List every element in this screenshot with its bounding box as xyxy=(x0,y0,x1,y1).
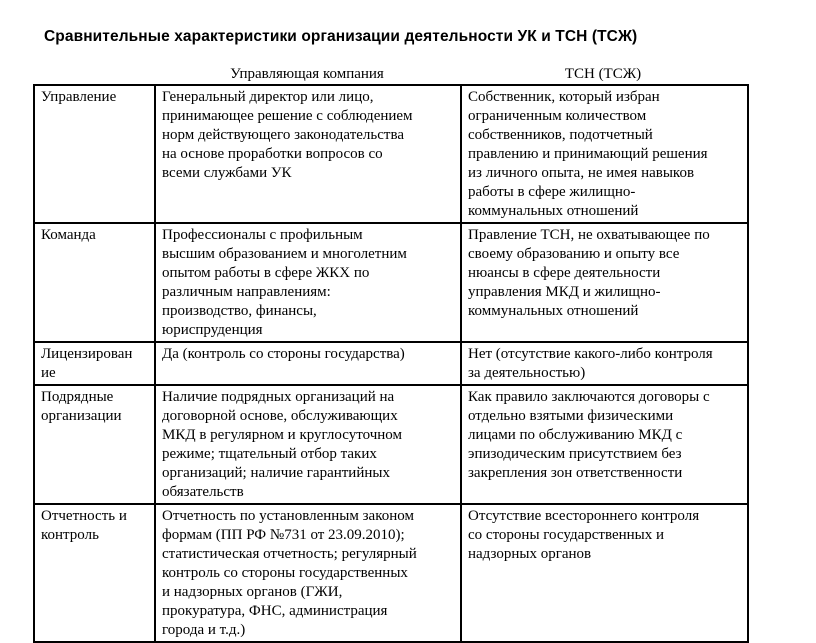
tsn-cell xyxy=(461,504,748,642)
tsn-text: Правление ТСН, не охватывающее по своему образованию и опыту все нюансы в сфере деятельности управления МКД и жилищно- коммунальных отношений xyxy=(468,227,710,319)
tsn-cell xyxy=(461,385,748,504)
uk-cell xyxy=(155,342,461,385)
uk-text: Профессионалы с профильным высшим образованием и многолетним опытом работы в сфере ЖКХ по различным направлениям: производство, финансы, юриспруденция xyxy=(162,227,407,338)
criterion-cell xyxy=(34,223,155,342)
uk-cell xyxy=(155,223,461,342)
uk-cell xyxy=(155,504,461,642)
table-row-licensing xyxy=(34,342,748,385)
tsn-text: Собственник, который избран ограниченным количеством собственников, подотчетный правлению и принимающий решения из личного опыта, не имея навыков работы в сфере жилищно- коммунальных отношений xyxy=(468,89,708,219)
uk-cell xyxy=(155,385,461,504)
criterion-label: Подрядные организации xyxy=(41,389,122,424)
criterion-label: Управление xyxy=(41,89,117,105)
tsn-text: Как правило заключаются договоры с отдельно взятыми физическими лицами по обслуживанию МКД с эпизодическим присутствием без закрепления зон ответственности xyxy=(468,389,710,481)
tsn-cell xyxy=(461,85,748,223)
table-row-reporting xyxy=(34,504,748,642)
table-row-management xyxy=(34,85,748,223)
criterion-cell xyxy=(34,385,155,504)
comparison-table xyxy=(33,84,749,643)
document-title: Сравнительные характеристики организации деятельности УК и ТСН (ТСЖ) xyxy=(44,28,638,45)
criterion-cell xyxy=(34,504,155,642)
tsn-text: Нет (отсутствие какого-либо контроля за деятельностью) xyxy=(468,346,713,381)
table-row-team xyxy=(34,223,748,342)
tsn-cell xyxy=(461,223,748,342)
criterion-label: Отчетность и контроль xyxy=(41,508,127,543)
uk-text: Отчетность по установленным законом формам (ПП РФ №731 от 23.09.2010); статистическая отчетность; регулярный контроль со стороны государственных и надзорных органов (ГЖИ, прокуратура, ФНС, администрация города и т.д.) xyxy=(162,508,417,638)
tsn-text: Отсутствие всестороннего контроля со стороны государственных и надзорных органов xyxy=(468,508,700,562)
criterion-label: Лицензирован ие xyxy=(41,346,133,381)
uk-cell xyxy=(155,85,461,223)
tsn-cell xyxy=(461,342,748,385)
column-header-tsn: ТСН (ТСЖ) xyxy=(564,66,642,82)
criterion-cell xyxy=(34,85,155,223)
uk-text: Да (контроль со стороны государства) xyxy=(162,346,405,362)
criterion-label: Команда xyxy=(41,227,96,243)
uk-text: Наличие подрядных организаций на договорной основе, обслуживающих МКД в регулярном и круглосуточном режиме; тщательный отбор таких организаций; наличие гарантийных обязательств xyxy=(162,389,402,500)
table-row-contractors xyxy=(34,385,748,504)
criterion-cell xyxy=(34,342,155,385)
uk-text: Генеральный директор или лицо, принимающее решение с соблюдением норм действующего законодательства на основе проработки вопросов со всеми службами УК xyxy=(162,89,413,181)
column-header-uk: Управляющая компания xyxy=(230,66,384,82)
